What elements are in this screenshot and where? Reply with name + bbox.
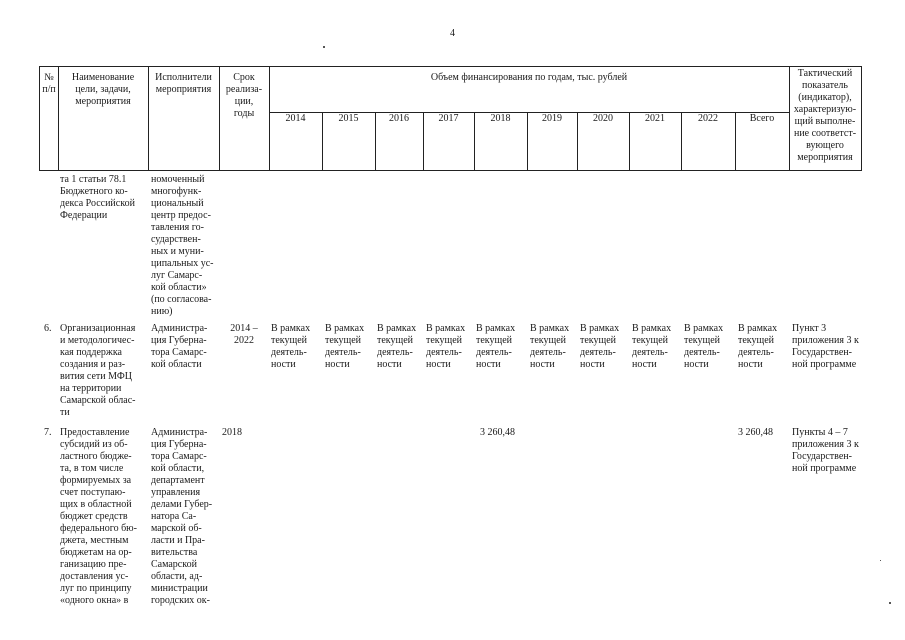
value-2018: 3 260,48 (480, 427, 515, 438)
value-2016: В рамках текущей деятель- ности (377, 323, 417, 370)
row-indicator: Пункты 4 – 7 приложения 3 к Государствен- ной программе (792, 427, 859, 474)
row-indicator: Пункт 3 приложения 3 к Государствен- ной программе (792, 323, 859, 370)
value-2021: В рамках текущей деятель- ности (632, 323, 672, 370)
scan-speck (323, 46, 325, 48)
page-number: 4 (450, 28, 455, 39)
year-2021: 2021 (645, 113, 665, 124)
value-2022: В рамках текущей деятель- ности (684, 323, 724, 370)
row-executors: Администра- ция Губерна- тора Самарс- кой области (151, 323, 208, 370)
value-total: В рамках текущей деятель- ности (738, 323, 778, 370)
row-term: 2014 – 2022 (230, 323, 258, 346)
row-name: та 1 статьи 78.1 Бюджетного ко- декса Российской Федерации (60, 174, 135, 221)
year-2020: 2020 (593, 113, 613, 124)
scan-speck (880, 560, 881, 561)
row-name: Предоставление субсидий из об- ластного бюдже- та, в том числе формируемых за счет поступаю- щих в областной бюджет средств федерального бю- джета, местным бюджетам на ор- ганизацию пре- доставления ус- луг по принципу «одного окна» в (60, 427, 137, 606)
header-indicator: Тактический показатель (индикатор), характеризую- щий выполне- ние соответст- вующего мероприятия (793, 68, 857, 163)
year-2017: 2017 (438, 113, 459, 124)
year-2016: 2016 (389, 113, 409, 124)
header-name: Наименование цели, задачи, мероприятия (71, 72, 135, 107)
row-executors: номоченный многофунк- циональный центр предос- тавления го- сударствен- ных и муни- ципальных ус- луг Самарс- кой области» (по согласова- нию) (151, 174, 214, 317)
value-2020: В рамках текущей деятель- ности (580, 323, 620, 370)
value-2018: В рамках текущей деятель- ности (476, 323, 516, 370)
header-term: Срок реализа- ции, годы (225, 72, 263, 119)
year-2018: 2018 (490, 113, 511, 124)
header-executors: Исполнители мероприятия (155, 72, 212, 95)
scan-speck (889, 602, 891, 604)
row-number: 6. (44, 323, 52, 334)
row-number: 7. (44, 427, 52, 438)
value-total: 3 260,48 (738, 427, 773, 438)
row-executors: Администра- ция Губерна- тора Самарс- кой области, департамент управления делами Губер- натора Са- марской об- ласти и Пра- вительства Самарской области, ад- министрации городских ок- (151, 427, 213, 606)
year-2014: 2014 (285, 113, 306, 124)
value-2015: В рамках текущей деятель- ности (325, 323, 365, 370)
row-name: Организационная и методологичес- кая поддержка создания и раз- вития сети МФЦ на территории Самарской облас- ти (60, 323, 136, 418)
header-no: № п/п (42, 72, 56, 95)
header-funding: Объем финансирования по годам, тыс. рублей (430, 72, 628, 83)
year-2015: 2015 (338, 113, 359, 124)
year-total: Всего (749, 113, 775, 124)
value-2017: В рамках текущей деятель- ности (426, 323, 466, 370)
row-term: 2018 (222, 427, 242, 438)
value-2014: В рамках текущей деятель- ности (271, 323, 311, 370)
year-2022: 2022 (698, 113, 718, 124)
value-2019: В рамках текущей деятель- ности (530, 323, 570, 370)
year-2019: 2019 (542, 113, 562, 124)
